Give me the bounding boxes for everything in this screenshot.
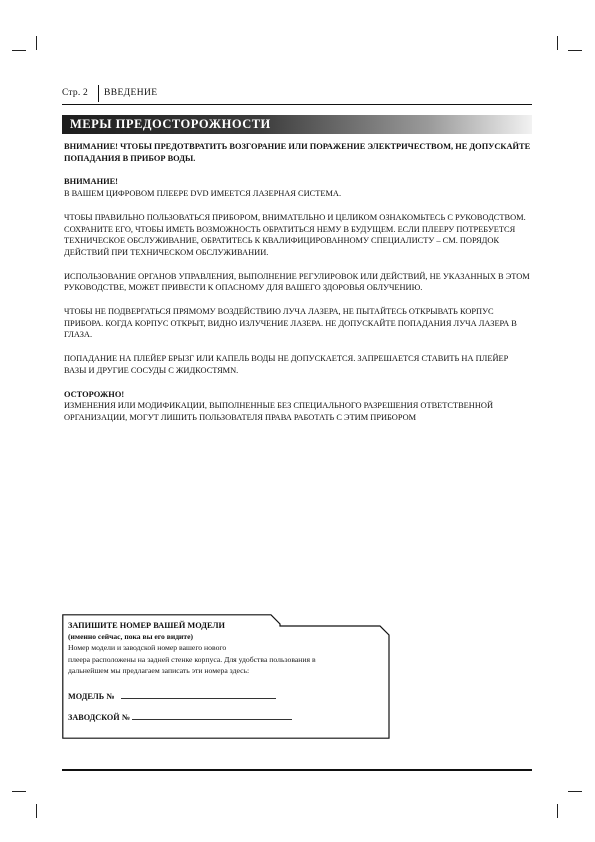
crop-mark [557, 804, 558, 818]
model-field[interactable] [68, 691, 276, 701]
warning-lead: ВНИМАНИЕ! ЧТОБЫ ПРЕДОТВРАТИТЬ ВОЗГОРАНИЕ ИЛИ ПОРАЖЕНИЕ ЭЛЕКТРИЧЕСТВОМ, НЕ ДОПУСКАЙТЕ ПОПАДАНИЯ В ПРИБОР ВОДЫ. [64, 142, 531, 163]
attention-text: В ВАШЕМ ЦИФРОВОМ ПЛЕЕРЕ DVD ИМЕЕТСЯ ЛАЗЕРНАЯ СИСТЕМА. [64, 189, 342, 199]
attention-heading: ВНИМАНИЕ! [64, 177, 118, 187]
crop-mark [12, 791, 26, 792]
record-title: ЗАПИШИТЕ НОМЕР ВАШЕЙ МОДЕЛИ [68, 621, 226, 630]
section-name: ВВЕДЕНИЕ [104, 88, 158, 98]
header-rule [62, 104, 532, 105]
record-line-3: дальнейшем мы предлагаем записать эти номера здесь: [68, 665, 250, 675]
model-input-line[interactable] [121, 691, 276, 699]
record-line-2: плеера расположены на задней стенке корпуса. Для удобства пользования в [68, 654, 316, 664]
content [64, 141, 532, 436]
paragraph-water: ПОПАДАНИЕ НА ПЛЕЙЕР БРЫЗГ ИЛИ КАПЕЛЬ ВОДЫ НЕ ДОПУСКАЕТСЯ. ЗАПРЕШАЕТСЯ СТАВИТЬ НА ПЛЕЙЕР ВАЗЫ И ДРУГИЕ СОСУДЫ С ЖИДКОСТЯМN. [64, 354, 509, 375]
paragraph-controls: ИСПОЛЬЗОВАНИЕ ОРГАНОВ УПРАВЛЕНИЯ, ВЫПОЛНЕНИЕ РЕГУЛИРОВОК ИЛИ ДЕЙСТВИЙ, НЕ УКАЗАННЫХ В ЭТОМ РУКОВОДСТВЕ, МОЖЕТ ПРИВЕСТИ К ОПАСНОМУ ДЛЯ ВАШЕГО ЗДОРОВЬЯ ОБЛУЧЕНИЮ. [64, 271, 530, 293]
paragraph-manual: ЧТОБЫ ПРАВИЛЬНО ПОЛЬЗОВАТЬСЯ ПРИБОРОМ, ВНИМАТЕЛЬНО И ЦЕЛИКОМ ОЗНАКОМЬТЕСЬ С РУКОВОДСТВОМ. СОХРАНИТЕ ЕГО, ЧТОБЫ ИМЕТЬ ВОЗМОЖНОСТЬ ОБРАТИТЬСЯ НЕМУ В БУДУЩЕМ. ЕСЛИ ПЛЕЕРУ ПОТРЕБУЕТСЯ ТЕХНИЧЕСКОЕ ОБСЛУЖИВАНИЕ, ОБРАТИТЕСЬ К КВАЛИФИЦИРОВАННОМУ СПЕЦИАЛИСТУ – СМ. ПОРЯДОК ДЕЙСТВИЙ ПРИ ТЕХНИЧЕСКОМ ОБСЛУЖИВАНИИ. [64, 212, 526, 257]
crop-mark [568, 50, 582, 51]
crop-mark [36, 36, 37, 50]
record-subtitle: (именно сейчас, пока вы его видите) [68, 632, 194, 642]
caution-heading: ОСТОРОЖНО! [64, 389, 125, 399]
crop-mark [557, 36, 558, 50]
model-label: МОДЕЛЬ № [68, 692, 115, 701]
page-number: Стр. 2 [62, 88, 88, 98]
record-box [62, 614, 390, 739]
record-line-1: Номер модели и заводской номер вашего нового [68, 643, 227, 653]
page-title: МЕРЫ ПРЕДОСТОРОЖНОСТИ [70, 117, 271, 131]
header-separator [98, 85, 99, 102]
caution-text: ИЗМЕНЕНИЯ ИЛИ МОДИФИКАЦИИ, ВЫПОЛНЕННЫЕ БЕЗ СПЕЦИАЛЬНОГО РАЗРЕШЕНИЯ ОТВЕТСТВЕННОЙ ОРГАНИЗАЦИИ, МОГУТ ЛИШИТЬ ПОЛЬЗОВАТЕЛЯ ПРАВА РАБОТАТЬ С ЭТИМ ПРИБОРОМ [64, 401, 493, 422]
footer-rule [62, 769, 532, 771]
serial-input-line[interactable] [132, 712, 292, 720]
title-banner [62, 115, 532, 134]
crop-mark [12, 50, 26, 51]
crop-mark [36, 804, 37, 818]
serial-field[interactable] [68, 712, 292, 722]
paragraph-laser: ЧТОБЫ НЕ ПОДВЕРГАТЬСЯ ПРЯМОМУ ВОЗДЕЙСТВИЮ ЛУЧА ЛАЗЕРА, НЕ ПЫТАЙТЕСЬ ОТКРЫВАТЬ КОРПУС ПРИБОРА. КОГДА КОРПУС ОТКРЫТ, ВИДНО ИЗЛУЧЕНИЕ ЛАЗЕРА. НЕ ДОПУСКАЙТЕ ПОПАДАНИЯ ЛУЧА ЛАЗЕРА В ГЛАЗА. [64, 307, 517, 340]
page-header [62, 86, 532, 104]
serial-label: ЗАВОДСКОЙ № [68, 713, 130, 722]
crop-mark [568, 791, 582, 792]
record-text [68, 620, 388, 676]
